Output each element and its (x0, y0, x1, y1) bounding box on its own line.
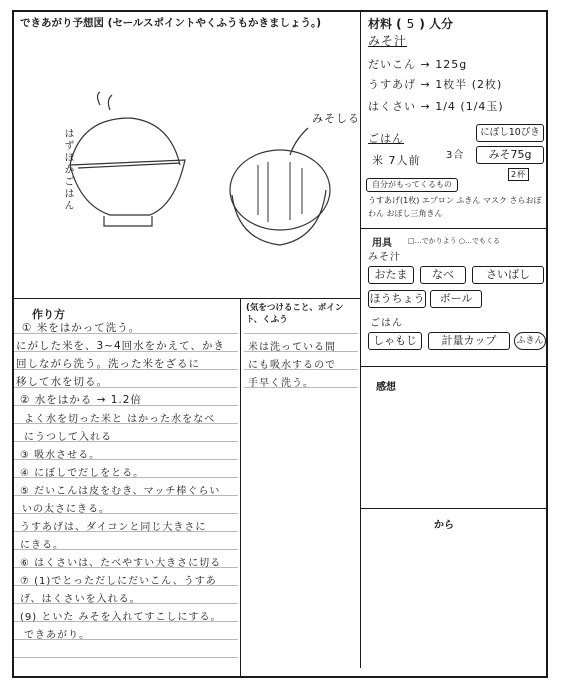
tool-item: ほうちょう (368, 290, 426, 308)
ingredient-miso-title: みそ汁 (368, 34, 408, 48)
method-line: ⑥ はくさいは、たべやすい大きさに切る (20, 558, 222, 569)
method-line: げ、はくさいを入れる。 (20, 594, 141, 605)
ingredients-header-prefix: 材料 ( (368, 17, 402, 31)
bring-items: うすあげ(1枚) エプロン ふきん マスク さらおぼわん おぼし三角きん (368, 196, 542, 218)
ingredient-rice-title: ごはん (368, 132, 404, 145)
tools-legend: □…でかりよう ○…でもくる (408, 237, 500, 245)
tool-item: さいばし (472, 266, 544, 284)
method-line: にがした米を、3~4回水をかえて、かき (16, 340, 225, 352)
drawing-header: できあがり予想図 (セールスポイントやくふうもかきましょう。) (20, 17, 322, 29)
tips-line: 米は洗っている間 (248, 342, 336, 353)
method-line: ⑦ (1)でとっただしにだいこん、うすあ (20, 576, 217, 587)
tool-item: しゃもじ (368, 332, 422, 350)
miso-bowl-sketch (232, 190, 326, 245)
method-line: ① 米をはかって洗う。 (22, 322, 141, 334)
tool-item: なべ (420, 266, 466, 284)
method-line: ⑤ だいこんは皮をむき、マッチ棒ぐらい (20, 486, 221, 497)
miso-bowl-rim-sketch (230, 150, 330, 230)
miso-label: みそしる (312, 112, 360, 125)
method-line: できあがり。 (24, 630, 90, 641)
tools-header: 用具 (372, 238, 392, 249)
tools-rice-title: ごはん (370, 318, 403, 329)
tips-line: にも吸水するので (248, 360, 336, 371)
rice-mound-sketch (70, 118, 180, 165)
tool-item: ふきん (514, 332, 546, 350)
ingredient-rice-note: 3合 (446, 150, 465, 161)
tool-item: おたま (368, 266, 414, 284)
rice-bowl-sketch (70, 160, 185, 215)
ingredient-line-1: だいこん → 125g (368, 58, 468, 71)
bring-label: 自分がもってくるもの (366, 178, 458, 192)
tips-line: 手早く洗う。 (248, 378, 314, 389)
ingredient-line-3: はくさい → 1/4 (1/4玉) (368, 100, 504, 113)
ingredient-right-note-2: みそ75g (476, 146, 544, 164)
method-line: にきる。 (20, 540, 64, 551)
ingredient-line-2: うすあげ → 1枚半 (2枚) (368, 78, 503, 91)
method-line: (9) といた みそを入れてすこしにする。 (20, 612, 222, 623)
ingredients-header-suffix: ) 人分 (419, 17, 453, 31)
tips-header: (気をつけること、ポイント、くふう (246, 303, 344, 325)
method-header: 作り方 (32, 308, 65, 321)
tools-miso-title: みそ汁 (368, 252, 401, 263)
method-line: うすあげは、ダイコンと同じ大きさに (20, 522, 207, 533)
ingredient-rice-line: 米 7人前 (372, 154, 421, 167)
rice-label: はずほかごはん (62, 128, 73, 212)
method-line: 回しながら洗う。洗った米をざるに (16, 358, 200, 370)
tool-item: 計量カップ (428, 332, 510, 350)
method-line: よく水を切った米と はかった水をなべ (24, 414, 216, 425)
from-header: から (434, 520, 454, 531)
method-line: 移して水を切る。 (16, 376, 108, 388)
servings-value: 5 (406, 17, 415, 31)
method-line: ② 水をはかる → 1.2倍 (20, 394, 142, 406)
method-line: にうつして入れる (24, 432, 112, 443)
impressions-header: 感想 (376, 382, 396, 393)
tool-item: ボール (430, 290, 482, 308)
method-line: いの太さにきる。 (22, 504, 110, 515)
method-line: ③ 吸水させる。 (20, 450, 101, 461)
ingredient-right-note-1: にぼし10ぴき (476, 124, 544, 142)
method-line: ④ にぼしでだしをとる。 (20, 468, 145, 479)
ingredient-small-note: 2杯 (508, 168, 529, 181)
